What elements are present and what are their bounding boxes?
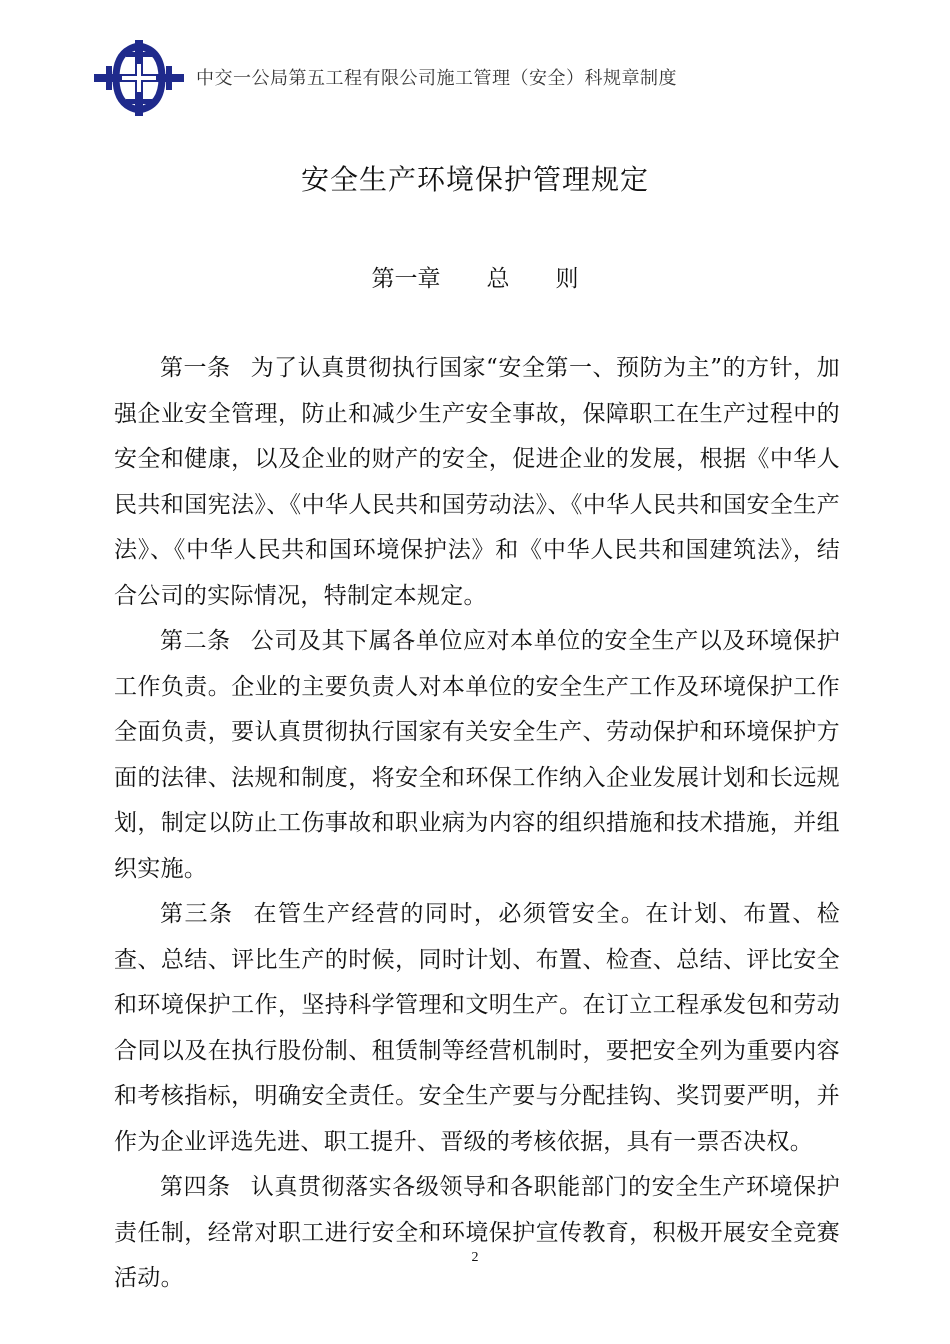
document-body [114, 346, 840, 1302]
article-text: 在管生产经营的同时，必须管安全。在计划、布置、检查、总结、评比生产的时候，同时计划、布置、检查、总结、评比安全和环境保护工作，坚持科学管理和文明生产。在订立工程承发包和劳动合同以及在执行股份制、租赁制等经营机制时，要把安全列为重要内容和考核指标，明确安全责任。安全生产要与分配挂钩、奖罚要严明，并作为企业评选先进、职工提升、晋级的考核依据，具有一票否决权。 [114, 901, 840, 1155]
header-company-text: 中交一公局第五工程有限公司施工管理（安全）科规章制度 [196, 68, 677, 89]
article-paragraph [114, 892, 840, 1165]
page-number: 2 [471, 1250, 479, 1265]
article-number: 第三条 [160, 901, 234, 927]
article-paragraph [114, 346, 840, 619]
document-title: 安全生产环境保护管理规定 [300, 163, 649, 196]
article-text: 公司及其下属各单位应对本单位的安全生产以及环境保护工作负责。企业的主要负责人对本单位的安全生产工作及环境保护工作全面负责，要认真贯彻执行国家有关安全生产、劳动保护和环境保护方面的法律、法规和制度，将安全和环保工作纳入企业发展计划和长远规划，制定以防止工伤事故和职业病为内容的组织措施和技术措施，并组织实施。 [114, 628, 840, 882]
article-number: 第二条 [160, 628, 231, 654]
article-number: 第一条 [160, 355, 231, 381]
article-paragraph [114, 619, 840, 892]
article-text: 为了认真贯彻执行国家“安全第一、预防为主”的方针，加强企业安全管理，防止和减少生产安全事故，保障职工在生产过程中的安全和健康，以及企业的财产的安全，促进企业的发展，根据《中华人民共和国宪法》、《中华人民共和国劳动法》、《中华人民共和国安全生产法》、《中华人民共和国环境保护法》和《中华人民共和国建筑法》，结合公司的实际情况，特制定本规定。 [114, 355, 840, 609]
article-text: 认真贯彻落实各级领导和各职能部门的安全生产环境保护责任制，经常对职工进行安全和环境保护宣传教育，积极开展安全竞赛活动。 [114, 1174, 840, 1291]
chapter-heading: 第一章 总 则 [371, 266, 579, 292]
company-logo-icon [86, 36, 192, 120]
article-paragraph [114, 1165, 840, 1302]
article-number: 第四条 [160, 1174, 231, 1200]
